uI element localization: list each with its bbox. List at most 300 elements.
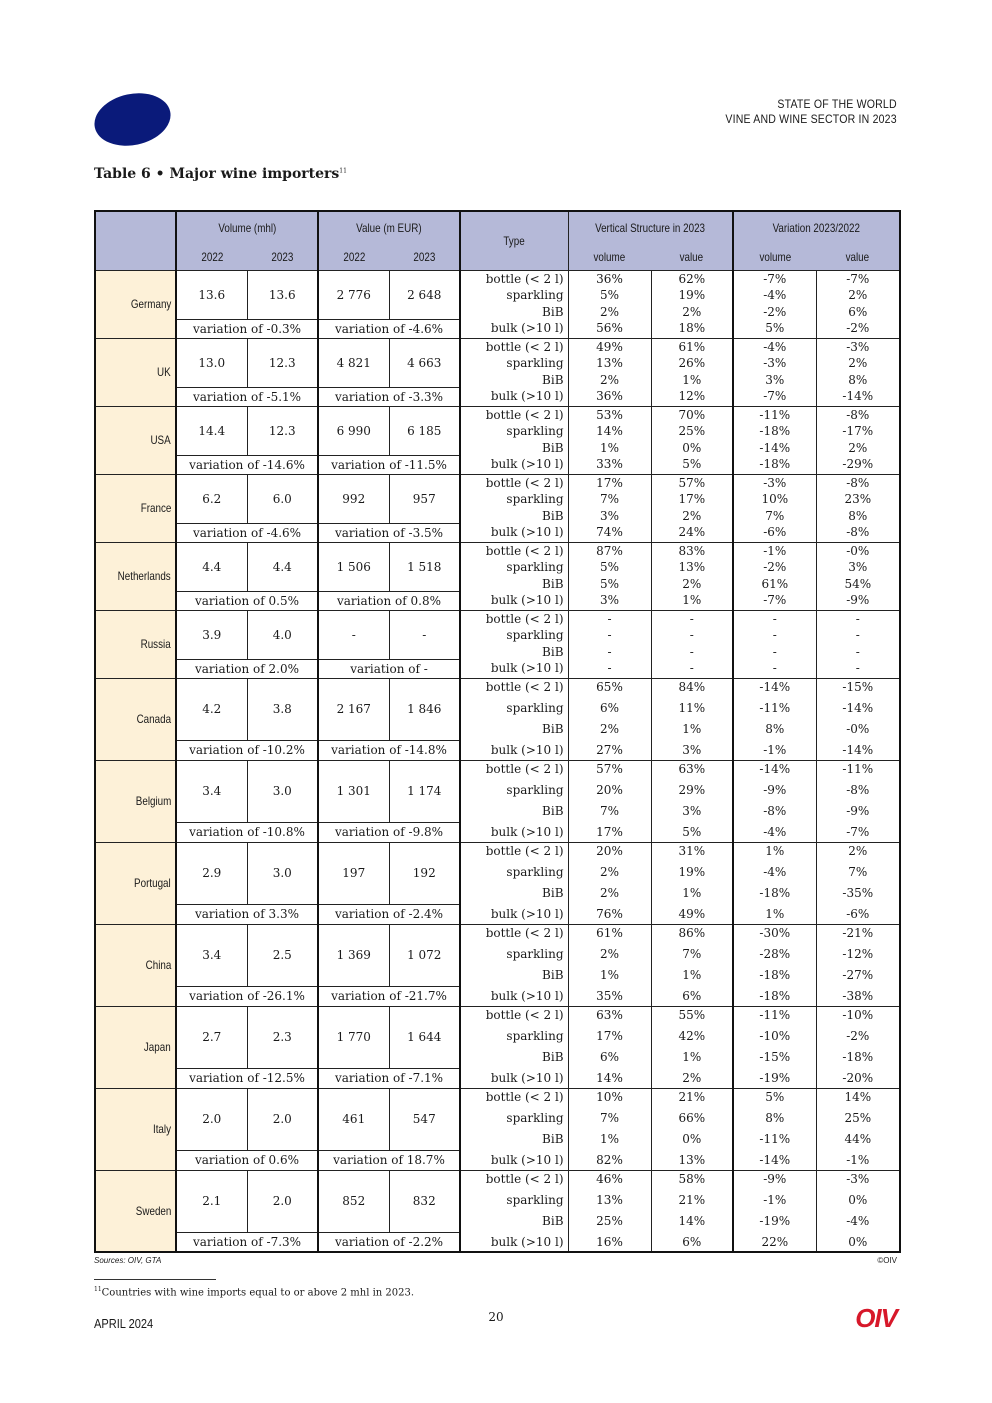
country-row — [95, 474, 900, 523]
percent-value: 1% — [765, 844, 785, 858]
type-label: BiB — [542, 508, 564, 523]
value-2023-cell: - — [389, 610, 460, 659]
percent-value: 1% — [682, 1050, 702, 1064]
percent-value: 23% — [844, 492, 872, 507]
value-2023-cell: 1 518 — [389, 542, 460, 591]
percent-value: 2% — [848, 356, 868, 371]
percent-value: 1% — [765, 907, 785, 921]
type-labels-cell — [460, 678, 568, 760]
variation-value-cell — [816, 270, 900, 338]
type-label: BiB — [542, 372, 564, 387]
volume-variation-cell: variation of -10.8% — [176, 822, 318, 842]
percent-value: -2% — [846, 320, 870, 335]
type-label: bulk (>10 l) — [490, 592, 564, 607]
value-2022-cell: 197 — [318, 842, 389, 904]
variation-volume-cell — [733, 678, 816, 760]
percent-value: -8% — [846, 476, 870, 490]
type-label: sparkling — [506, 492, 564, 507]
percent-value: -9% — [763, 1171, 787, 1186]
volume-variation-cell: variation of 0.6% — [176, 1150, 318, 1170]
percent-value: 42% — [678, 1029, 706, 1043]
country-name: Sweden — [135, 1203, 171, 1218]
percent-value: 11% — [678, 701, 706, 715]
percent-value: -14% — [759, 440, 791, 455]
type-label: sparkling — [506, 1192, 564, 1207]
country-row — [95, 406, 900, 455]
vertical-volume-cell — [568, 678, 651, 760]
percent-value: 46% — [596, 1171, 623, 1186]
country-row — [95, 1006, 900, 1068]
type-labels-cell — [460, 842, 568, 924]
volume-variation-cell: variation of -4.6% — [176, 523, 318, 542]
value-variation-cell: variation of -4.6% — [318, 319, 460, 338]
percent-value: 14% — [844, 1090, 872, 1104]
value-2022-cell: 2 167 — [318, 678, 389, 740]
variation-volume-cell — [733, 406, 816, 474]
percent-value: 5% — [765, 1090, 785, 1104]
volume-2022-cell: 2.0 — [176, 1088, 247, 1150]
percent-value: 2% — [848, 440, 868, 455]
value-2022-cell: 1 369 — [318, 924, 389, 986]
volume-2023-cell: 3.0 — [247, 760, 318, 822]
vertical-value-cell — [651, 1170, 733, 1252]
running-header — [726, 97, 897, 127]
percent-value: -4% — [846, 1213, 870, 1228]
percent-value: 3% — [599, 592, 620, 607]
volume-variation-cell: variation of 2.0% — [176, 659, 318, 678]
percent-value: - — [607, 644, 612, 659]
type-label: BiB — [542, 1050, 564, 1064]
percent-value: 6% — [599, 1050, 620, 1064]
volume-variation-cell: variation of -26.1% — [176, 986, 318, 1006]
type-labels-cell — [460, 610, 568, 678]
type-label: bottle (< 2 l) — [485, 844, 564, 858]
type-label: BiB — [542, 968, 564, 982]
variation-volume-cell — [733, 842, 816, 924]
oiv-logo-oval — [90, 87, 176, 153]
percent-value: 83% — [678, 544, 706, 558]
sources-note: Sources: OIV, GTA — [94, 1256, 162, 1265]
percent-value: 84% — [678, 680, 706, 694]
percent-value: 2% — [599, 722, 620, 736]
volume-2022-cell: 4.4 — [176, 542, 247, 591]
percent-value: -17% — [842, 424, 874, 439]
value-2023-cell: 192 — [389, 842, 460, 904]
percent-value: 57% — [596, 762, 623, 776]
percent-value: -8% — [846, 783, 870, 797]
vertical-value-cell — [651, 406, 733, 474]
volume-2023-cell: 2.0 — [247, 1088, 318, 1150]
percent-value: 1% — [682, 886, 702, 900]
volume-2023-cell: 4.0 — [247, 610, 318, 659]
country-name: USA — [150, 433, 171, 447]
vertical-volume-cell — [568, 760, 651, 842]
vertical-value-cell — [651, 1006, 733, 1088]
percent-value: 1% — [682, 592, 702, 607]
percent-value: -21% — [842, 926, 874, 940]
value-variation-cell: variation of -9.8% — [318, 822, 460, 842]
percent-value: -11% — [759, 1008, 791, 1022]
vertical-volume-cell — [568, 1006, 651, 1088]
country-name-cell — [95, 1170, 176, 1252]
country-name-cell — [95, 542, 176, 610]
variation-volume-cell — [733, 1170, 816, 1252]
corner-header-cell — [95, 211, 176, 270]
percent-value: 5% — [682, 456, 702, 471]
percent-value: -4% — [763, 288, 787, 303]
variation-volume-cell — [733, 924, 816, 1006]
vertical-value-cell — [651, 542, 733, 610]
percent-value: -2% — [846, 1029, 870, 1043]
type-label: bulk (>10 l) — [490, 1153, 564, 1167]
variation-value-cell — [816, 338, 900, 406]
type-label: bulk (>10 l) — [490, 1234, 564, 1249]
volume-2022-cell: 3.4 — [176, 924, 247, 986]
country-row — [95, 1088, 900, 1150]
country-row — [95, 760, 900, 822]
percent-value: 2% — [682, 576, 702, 591]
percent-value: 25% — [596, 1213, 623, 1228]
type-labels-cell — [460, 1170, 568, 1252]
wine-importers-table — [94, 210, 901, 1253]
country-name-cell — [95, 610, 176, 678]
percent-value: 3% — [682, 743, 702, 757]
type-label: bottle (< 2 l) — [485, 612, 564, 626]
percent-value: 2% — [599, 865, 620, 879]
percent-value: 3% — [682, 804, 702, 818]
variation-value-cell — [816, 842, 900, 924]
copyright-note: ©OIV — [877, 1256, 897, 1265]
value-2023-cell: 832 — [389, 1170, 460, 1232]
value-2023-cell: 6 185 — [389, 406, 460, 455]
percent-value: 14% — [678, 1213, 706, 1228]
percent-value: 2% — [682, 304, 702, 319]
country-name: Belgium — [135, 794, 171, 808]
volume-2023-cell: 13.6 — [247, 270, 318, 319]
variation-value-cell — [816, 474, 900, 542]
value-variation-cell: variation of -7.1% — [318, 1068, 460, 1088]
country-name: Japan — [144, 1040, 171, 1054]
volume-2022-cell: 2.9 — [176, 842, 247, 904]
percent-value: -7% — [846, 825, 870, 839]
percent-value: -6% — [763, 524, 787, 539]
variation-value-cell — [816, 924, 900, 1006]
type-label: sparkling — [506, 560, 564, 575]
type-labels-cell — [460, 542, 568, 610]
type-label: sparkling — [506, 356, 564, 371]
percent-value: 21% — [678, 1192, 706, 1207]
volume-2022-cell: 13.6 — [176, 270, 247, 319]
type-label: BiB — [542, 722, 564, 736]
vertical-volume-cell — [568, 610, 651, 678]
percent-value: 0% — [848, 1234, 868, 1249]
percent-value: -4% — [763, 825, 787, 839]
percent-value: -2% — [763, 304, 787, 319]
type-label: bottle (< 2 l) — [485, 1171, 564, 1186]
type-label: bulk (>10 l) — [490, 524, 564, 539]
country-name: Russia — [140, 637, 171, 651]
percent-value: -27% — [842, 968, 874, 982]
percent-value: 6% — [848, 304, 868, 319]
percent-value: -11% — [759, 408, 791, 422]
percent-value: -30% — [759, 926, 791, 940]
percent-value: -15% — [842, 680, 874, 694]
percent-value: - — [689, 660, 694, 675]
type-label: sparkling — [506, 288, 564, 303]
type-label: sparkling — [506, 1029, 564, 1043]
type-label: bottle (< 2 l) — [485, 272, 564, 286]
percent-value: 25% — [678, 424, 706, 439]
variation-volume-header: volume — [733, 244, 816, 270]
percent-value: - — [855, 612, 860, 626]
value-2022-cell: 852 — [318, 1170, 389, 1232]
country-name: Italy — [152, 1122, 171, 1136]
variation-volume-cell — [733, 542, 816, 610]
type-header: Type — [460, 211, 568, 270]
volume-variation-cell: variation of -5.1% — [176, 387, 318, 406]
percent-value: -18% — [759, 456, 791, 471]
volume-variation-cell: variation of 0.5% — [176, 591, 318, 610]
percent-value: - — [689, 644, 694, 659]
volume-2023-header: 2023 — [247, 244, 318, 270]
value-2023-cell: 4 663 — [389, 338, 460, 387]
type-label: bulk (>10 l) — [490, 388, 564, 403]
percent-value: -11% — [759, 1132, 791, 1146]
country-row — [95, 610, 900, 659]
percent-value: -1% — [763, 1192, 787, 1207]
volume-2022-cell: 4.2 — [176, 678, 247, 740]
percent-value: -14% — [842, 743, 874, 757]
percent-value: 7% — [848, 865, 868, 879]
percent-value: -28% — [759, 947, 791, 961]
percent-value: 2% — [599, 372, 620, 387]
percent-value: -8% — [846, 524, 870, 539]
volume-header: Volume (mhl) — [176, 211, 318, 244]
value-2022-cell: 461 — [318, 1088, 389, 1150]
percent-value: -18% — [842, 1050, 874, 1064]
percent-value: 87% — [596, 544, 623, 558]
percent-value: 5% — [682, 825, 702, 839]
value-2022-cell: 4 821 — [318, 338, 389, 387]
vertical-volume-cell — [568, 842, 651, 924]
percent-value: - — [689, 612, 694, 626]
type-label: sparkling — [506, 865, 564, 879]
type-label: bulk (>10 l) — [490, 825, 564, 839]
country-name-cell — [95, 474, 176, 542]
value-2022-cell: - — [318, 610, 389, 659]
percent-value: 17% — [596, 1029, 623, 1043]
percent-value: 24% — [678, 524, 706, 539]
type-label: bottle (< 2 l) — [485, 408, 564, 422]
percent-value: 36% — [596, 272, 623, 286]
volume-2023-cell: 2.3 — [247, 1006, 318, 1068]
type-label: sparkling — [506, 424, 564, 439]
percent-value: 66% — [678, 1111, 706, 1125]
percent-value: 82% — [596, 1153, 623, 1167]
volume-2022-cell: 3.9 — [176, 610, 247, 659]
volume-2022-header: 2022 — [176, 244, 247, 270]
country-name-cell — [95, 1006, 176, 1088]
variation-volume-cell — [733, 760, 816, 842]
percent-value: 7% — [599, 1111, 620, 1125]
percent-value: 2% — [682, 508, 702, 523]
country-name: Canada — [136, 712, 171, 726]
vertical-value-cell — [651, 678, 733, 760]
percent-value: - — [607, 628, 612, 643]
table-title — [94, 166, 347, 182]
percent-value: 3% — [848, 560, 868, 575]
footnote-number: 11 — [94, 1286, 102, 1293]
vertical-volume-cell — [568, 338, 651, 406]
footnote — [94, 1286, 414, 1298]
percent-value: -9% — [763, 783, 787, 797]
volume-2022-cell: 6.2 — [176, 474, 247, 523]
type-labels-cell — [460, 474, 568, 542]
percent-value: 62% — [678, 272, 706, 286]
vertical-value-cell — [651, 610, 733, 678]
percent-value: 2% — [682, 1071, 702, 1085]
percent-value: 14% — [596, 1071, 623, 1085]
country-row — [95, 924, 900, 986]
vertical-value-cell — [651, 760, 733, 842]
percent-value: 20% — [596, 783, 623, 797]
value-2022-header: 2022 — [318, 244, 389, 270]
percent-value: -3% — [846, 340, 870, 354]
volume-2022-cell: 2.7 — [176, 1006, 247, 1068]
percent-value: -8% — [763, 804, 787, 818]
type-label: BiB — [542, 644, 564, 659]
percent-value: -4% — [763, 865, 787, 879]
percent-value: - — [772, 644, 777, 659]
value-variation-cell: variation of 0.8% — [318, 591, 460, 610]
value-2023-cell: 547 — [389, 1088, 460, 1150]
table-title-footnote-ref: 11 — [339, 167, 347, 175]
value-2022-cell: 1 770 — [318, 1006, 389, 1068]
type-label: BiB — [542, 304, 564, 319]
volume-2022-cell: 2.1 — [176, 1170, 247, 1232]
percent-value: 76% — [596, 907, 623, 921]
percent-value: -14% — [759, 1153, 791, 1167]
percent-value: - — [855, 644, 860, 659]
value-variation-cell: variation of -14.8% — [318, 740, 460, 760]
type-label: bottle (< 2 l) — [485, 762, 564, 776]
percent-value: -18% — [759, 886, 791, 900]
type-label: sparkling — [506, 628, 564, 643]
percent-value: 58% — [678, 1171, 706, 1186]
value-2022-cell: 1 301 — [318, 760, 389, 822]
variation-value-cell — [816, 1088, 900, 1170]
value-variation-cell: variation of -21.7% — [318, 986, 460, 1006]
table-title-text: Table 6 • Major wine importers — [94, 166, 340, 182]
percent-value: 26% — [678, 356, 706, 371]
percent-value: -8% — [846, 408, 870, 422]
value-header: Value (m EUR) — [318, 211, 460, 244]
percent-value: -3% — [763, 476, 787, 490]
percent-value: 3% — [599, 508, 620, 523]
percent-value: -7% — [846, 272, 870, 286]
value-2023-cell: 1 846 — [389, 678, 460, 740]
country-name-cell — [95, 270, 176, 338]
country-row — [95, 270, 900, 319]
percent-value: -14% — [759, 680, 791, 694]
percent-value: 17% — [678, 492, 706, 507]
percent-value: 55% — [678, 1008, 706, 1022]
type-label: bottle (< 2 l) — [485, 476, 564, 490]
value-2023-cell: 1 072 — [389, 924, 460, 986]
type-labels-cell — [460, 406, 568, 474]
percent-value: 1% — [599, 968, 620, 982]
type-labels-cell — [460, 1006, 568, 1088]
type-labels-cell — [460, 338, 568, 406]
vertical-volume-header: volume — [568, 244, 651, 270]
percent-value: 16% — [596, 1234, 623, 1249]
country-name: UK — [157, 365, 171, 379]
variation-value-cell — [816, 542, 900, 610]
percent-value: - — [607, 612, 612, 626]
percent-value: -6% — [846, 907, 870, 921]
percent-value: 5% — [765, 320, 785, 335]
percent-value: 6% — [599, 701, 620, 715]
country-row — [95, 678, 900, 740]
percent-value: -11% — [842, 762, 874, 776]
percent-value: 74% — [596, 524, 623, 539]
percent-value: 56% — [596, 320, 623, 335]
volume-variation-cell: variation of -14.6% — [176, 455, 318, 474]
volume-2023-cell: 12.3 — [247, 406, 318, 455]
percent-value: 13% — [596, 356, 623, 371]
percent-value: 25% — [844, 1111, 872, 1125]
percent-value: -10% — [759, 1029, 791, 1043]
vertical-volume-cell — [568, 924, 651, 1006]
variation-value-cell — [816, 1006, 900, 1088]
percent-value: 63% — [596, 1008, 623, 1022]
footnote-text: Countries with wine imports equal to or above 2 mhl in 2023. — [101, 1287, 415, 1299]
volume-2023-cell: 12.3 — [247, 338, 318, 387]
percent-value: - — [772, 660, 777, 675]
value-variation-cell: variation of -3.3% — [318, 387, 460, 406]
percent-value: 44% — [844, 1132, 872, 1146]
percent-value: 2% — [848, 844, 868, 858]
variation-value-cell — [816, 678, 900, 760]
vertical-volume-cell — [568, 406, 651, 474]
volume-2023-cell: 3.8 — [247, 678, 318, 740]
value-2023-cell: 1 174 — [389, 760, 460, 822]
value-2022-cell: 6 990 — [318, 406, 389, 455]
variation-volume-cell — [733, 610, 816, 678]
percent-value: -18% — [759, 424, 791, 439]
percent-value: 6% — [682, 989, 702, 1003]
percent-value: -18% — [759, 968, 791, 982]
country-name-cell — [95, 678, 176, 760]
percent-value: 63% — [678, 762, 706, 776]
vertical-structure-header: Vertical Structure in 2023 — [568, 211, 733, 244]
type-label: BiB — [542, 804, 564, 818]
variation-header: Variation 2023/2022 — [733, 211, 900, 244]
percent-value: -9% — [846, 804, 870, 818]
type-label: bulk (>10 l) — [490, 320, 564, 335]
value-2023-cell: 957 — [389, 474, 460, 523]
value-2023-header: 2023 — [389, 244, 460, 270]
percent-value: 61% — [678, 340, 706, 354]
percent-value: 22% — [761, 1234, 789, 1249]
percent-value: 3% — [765, 372, 785, 387]
volume-2023-cell: 4.4 — [247, 542, 318, 591]
country-name: Portugal — [134, 876, 171, 890]
percent-value: 36% — [596, 388, 623, 403]
percent-value: 0% — [682, 1132, 702, 1146]
type-label: BiB — [542, 886, 564, 900]
percent-value: -1% — [763, 743, 787, 757]
